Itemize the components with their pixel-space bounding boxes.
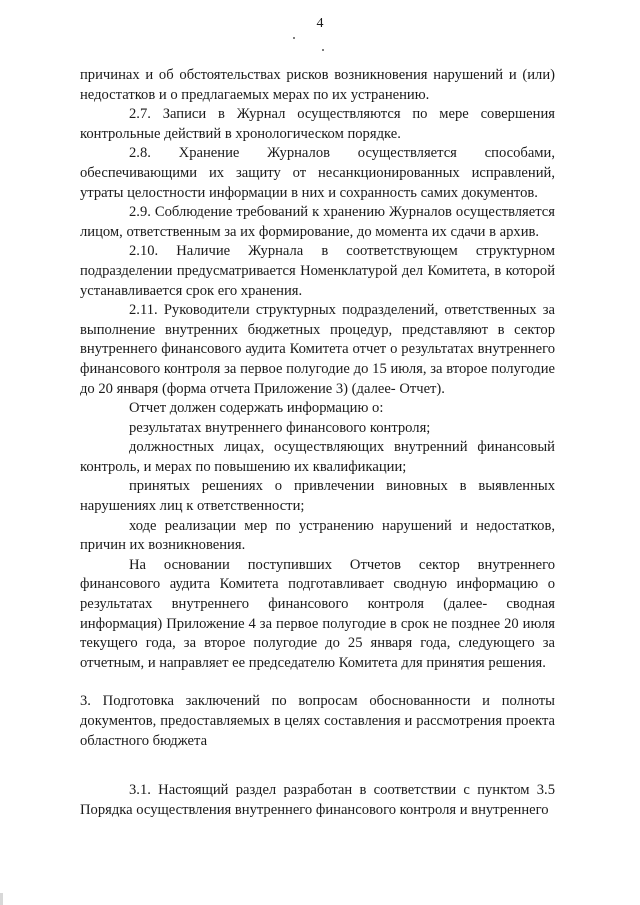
document-body	[80, 66, 555, 820]
page-number: 4	[316, 16, 324, 31]
paragraph-continuation: причинах и об обстоятельствах рисков возникновения нарушений и (или) недостатков и о предлагаемых мерах по их устранению.	[80, 67, 555, 103]
scan-speck	[322, 49, 324, 51]
report-item: принятых решениях о привлечении виновных в выявленных нарушениях лиц к ответственности;	[80, 478, 555, 515]
paragraph-2-8: 2.8. Хранение Журналов осуществляется способами, обеспечивающими их защиту от несанкционированных исправлений, утраты целостности информации в них и сохранность самих документов.	[80, 145, 555, 201]
report-item: ходе реализации мер по устранению нарушений и недостатков, причин их возникновения.	[80, 517, 555, 554]
section-gap	[80, 751, 555, 781]
paragraph-2-11: 2.11. Руководители структурных подразделений, ответственных за выполнение внутренних бюджетных процедур, представляют в сектор внутреннего финансового аудита Комитета отчет о результатах внутреннего финансового контроля за первое полугодие до 15 июля, за второе полугодие до 20 января (форма отчета Приложение 3) (далее- Отчет).	[80, 302, 555, 397]
section-3-title: 3. Подготовка заключений по вопросам обоснованности и полноты документов, предоставляемых в целях составления и рассмотрения проекта областного бюджета	[80, 693, 555, 749]
paragraph-summary: На основании поступивших Отчетов сектор внутреннего финансового аудита Комитета подготавливает сводную информацию о результатах внутреннего финансового контроля (далее- сводная информация) Приложение 4 за первое полугодие в срок не позднее 20 июля текущего года, за второе полугодие до 25 января года, следующего за отчетным, и направляет ее председателю Комитета для принятия решения.	[80, 556, 555, 671]
report-item: должностных лицах, осуществляющих внутренний финансовый контроль, и мерах по повышению их квалификации;	[80, 439, 555, 475]
report-intro: Отчет должен содержать информацию о:	[129, 400, 384, 417]
scan-speck	[293, 37, 295, 39]
report-item: результатах внутреннего финансового контроля;	[129, 419, 431, 436]
paragraph-2-10: 2.10. Наличие Журнала в соответствующем структурном подразделении предусматривается Номенклатурой дел Комитета, в которой устанавливается срок его хранения.	[80, 243, 555, 299]
paragraph-3-1: 3.1. Настоящий раздел разработан в соответствии с пунктом 3.5 Порядка осуществления внутреннего финансового контроля и внутреннего	[80, 782, 555, 818]
paragraph-2-7: 2.7. Записи в Журнал осуществляются по мере совершения контрольные действий в хронологическом порядке.	[80, 106, 555, 142]
scan-edge-mark	[0, 893, 3, 905]
paragraph-2-9: 2.9. Соблюдение требований к хранению Журналов осуществляется лицом, ответственным за их формирование, до момента их сдачи в архив.	[80, 204, 555, 240]
